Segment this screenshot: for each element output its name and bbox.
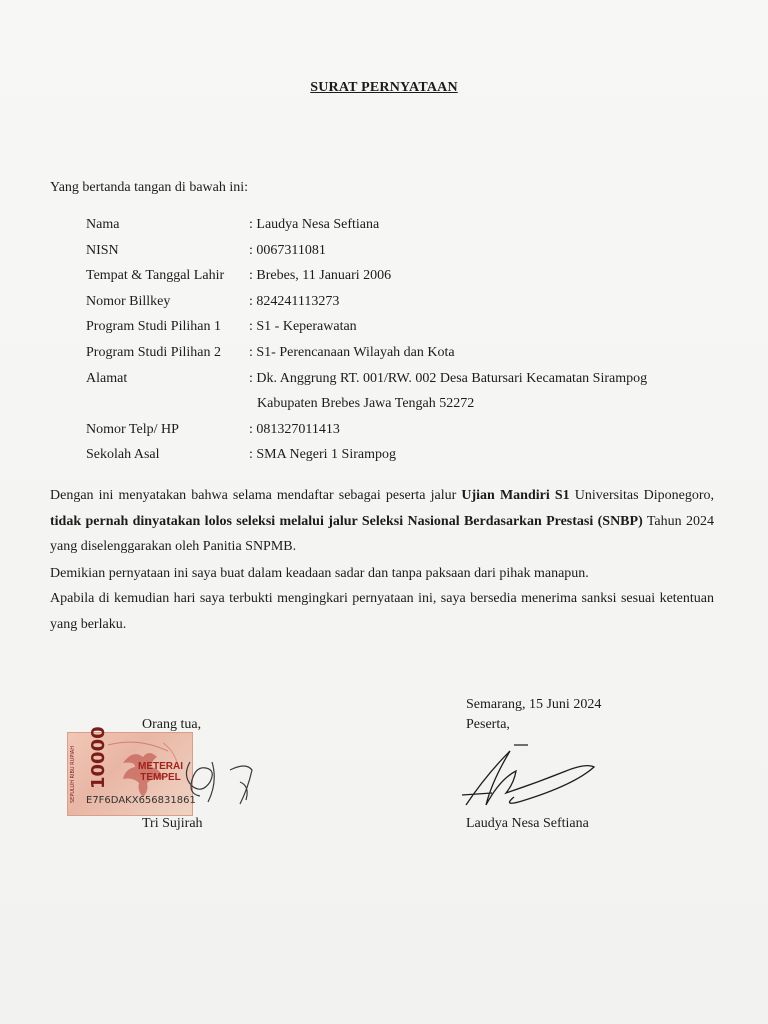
field-value: : 0067311081 bbox=[249, 242, 326, 258]
parent-signature-scribble bbox=[112, 722, 272, 822]
statement-bold-snbp: tidak pernah dinyatakan lolos seleksi melalui jalur Seleksi Nasional Berdasarkan Prestasi (SNBP) bbox=[50, 513, 643, 529]
field-value: : S1- Perencanaan Wilayah dan Kota bbox=[249, 344, 455, 360]
row-sekolah bbox=[86, 442, 699, 468]
document-title: SURAT PERNYATAAN bbox=[310, 80, 458, 95]
parent-signature-block bbox=[62, 712, 262, 842]
statement-bold-jalur: Ujian Mandiri S1 bbox=[461, 488, 570, 503]
field-label: Nomor Telp/ HP bbox=[86, 421, 179, 437]
row-prodi2 bbox=[86, 340, 699, 366]
field-label: Sekolah Asal bbox=[86, 447, 160, 463]
stamp-label-meterai: METERAI bbox=[138, 761, 183, 772]
field-label: Program Studi Pilihan 1 bbox=[86, 319, 221, 335]
identity-table bbox=[86, 212, 699, 468]
intro-text: Yang bertanda tangan di bawah ini: bbox=[50, 180, 249, 195]
parent-name: Tri Sujirah bbox=[142, 816, 203, 831]
field-label: NISN bbox=[86, 242, 119, 258]
parent-label: Orang tua, bbox=[142, 717, 202, 732]
place-date: Semarang, 15 Juni 2024 bbox=[466, 697, 602, 712]
stamp-serial: E7F6DAKX656831861 bbox=[86, 795, 196, 806]
field-label: Program Studi Pilihan 2 bbox=[86, 344, 221, 360]
row-telp bbox=[86, 417, 699, 443]
field-value: : 081327011413 bbox=[249, 421, 340, 437]
field-label: Alamat bbox=[86, 370, 128, 386]
statement-text: Universitas Diponegoro, bbox=[569, 488, 715, 503]
row-ttl bbox=[86, 263, 699, 289]
stamp-value: 10000 bbox=[88, 726, 109, 789]
statement-text: Dengan ini menyatakan bahwa selama mendaftar sebagai peserta jalur bbox=[50, 488, 462, 503]
field-value: : Brebes, 11 Januari 2006 bbox=[249, 268, 392, 284]
field-value: : 824241113273 bbox=[249, 293, 340, 309]
row-billkey bbox=[86, 289, 699, 315]
field-value: : S1 - Keperawatan bbox=[249, 319, 357, 335]
row-prodi1 bbox=[86, 314, 699, 340]
field-label: Nama bbox=[86, 217, 120, 232]
field-value: : Laudya Nesa Seftiana bbox=[249, 217, 380, 232]
row-nama bbox=[86, 212, 699, 238]
address-line-2: Kabupaten Brebes Jawa Tengah 52272 bbox=[257, 396, 475, 412]
statement-paragraph bbox=[50, 483, 714, 560]
stamp-side-text: SEPULUH RIBU RUPIAH bbox=[70, 746, 76, 803]
field-value bbox=[249, 366, 699, 417]
participant-signature-scribble bbox=[454, 737, 624, 817]
participant-signature-block bbox=[466, 697, 726, 837]
declaration-paragraph: Demikian pernyataan ini saya buat dalam keadaan sadar dan tanpa paksaan dari pihak manapun. bbox=[50, 566, 589, 581]
address-line-1: : Dk. Anggrung RT. 001/RW. 002 Desa Batursari Kecamatan Sirampog bbox=[249, 370, 648, 386]
sanction-paragraph: Apabila di kemudian hari saya terbukti mengingkari pernyataan ini, saya bersedia menerima sanksi sesuai ketentuan yang berlaku. bbox=[50, 591, 714, 632]
statement-text: Tahun 2024 yang diselenggarakan oleh Panitia SNPMB. bbox=[50, 513, 714, 555]
row-alamat bbox=[86, 366, 699, 417]
field-value: : SMA Negeri 1 Sirampog bbox=[249, 447, 396, 463]
participant-label: Peserta, bbox=[466, 717, 510, 732]
stamp-label-tempel: TEMPEL bbox=[140, 772, 181, 783]
row-nisn bbox=[86, 238, 699, 264]
field-label: Tempat & Tanggal Lahir bbox=[86, 268, 225, 284]
field-label: Nomor Billkey bbox=[86, 293, 171, 309]
participant-name: Laudya Nesa Seftiana bbox=[466, 816, 589, 831]
